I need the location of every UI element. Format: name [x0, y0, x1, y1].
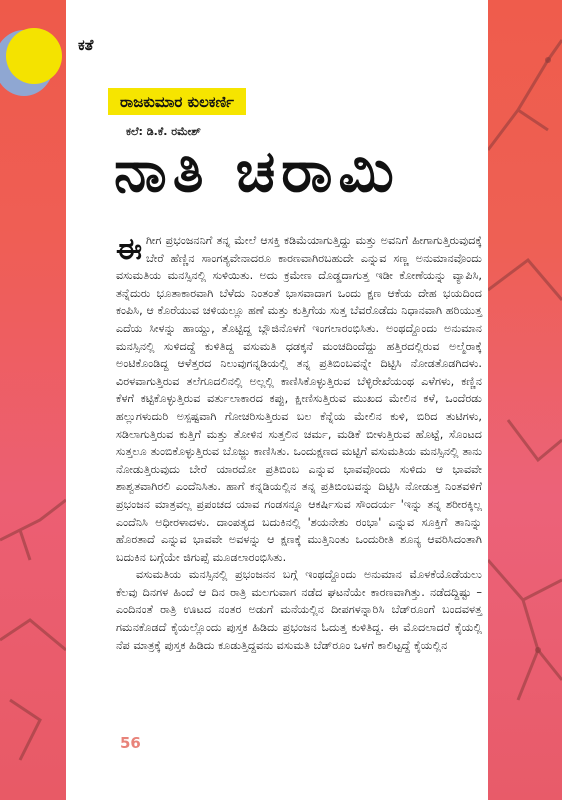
branch-pattern-left — [0, 0, 66, 800]
article-paragraph-1 — [116, 232, 482, 566]
article-paragraph-2: ವಸುಮತಿಯ ಮನಸ್ಸಿನಲ್ಲಿ ಪ್ರಭಂಜನನ ಬಗ್ಗೆ ಇಂಥದ್ದೊಂದು ಅನುಮಾನ ಮೊಳಕೆಯೊಡೆಯಲು ಕೆಲವು ದಿನಗಳ ಹಿಂದೆ ಆ ದಿನ ರಾತ್ರಿ ಮಲಗುವಾಗ ನಡೆದ ಘಟನೆಯೇ ಕಾರಣವಾಗಿತ್ತು. ನಡೆದದ್ದಿಷ್ಟು – ಎಂದಿನಂತೆ ರಾತ್ರಿ ಊಟದ ನಂತರ ಅಡುಗೆ ಮನೆಯಲ್ಲಿನ ದೀಪಗಳನ್ನಾರಿಸಿ ಬೆಡ್‌ರೂಂಗೆ ಬಂದವಳತ್ತ ಗಮನಕೊಡದೆ ಕೈಯಲ್ಲೊಂದು ಪುಸ್ತಕ ಹಿಡಿದು ಪ್ರಭಂಜನ ಓದುತ್ತ ಕುಳಿತಿದ್ದ. ಈ ಮೊದಲಾದರೆ ಕೈಯಲ್ಲಿ ನೆಪ ಮಾತ್ರಕ್ಕೆ ಪುಸ್ತಕ ಹಿಡಿದು ಕೂಡುತ್ತಿದ್ದವನು ವಸುಮತಿ ಬೆಡ್‌ರೂಂ ಒಳಗೆ ಕಾಲಿಟ್ಟದ್ದೆ ಕೈಯಲ್ಲಿನ — [116, 568, 482, 652]
section-label: ಕತೆ — [78, 36, 94, 54]
author-name-badge: ರಾಜಕುಮಾರ ಕುಲಕರ್ಣಿ — [108, 88, 246, 115]
branch-pattern-right — [488, 0, 562, 800]
right-decorative-band — [488, 0, 562, 800]
article-page — [66, 0, 488, 800]
left-decorative-band — [0, 0, 66, 800]
illustration-credit: ಕಲೆ: ಡಿ.ಕೆ. ರಮೇಶ್ — [126, 125, 201, 138]
page-number: 56 — [120, 734, 141, 752]
story-title: ನಾತಿ ಚರಾಮಿ — [114, 137, 400, 205]
article-body — [116, 232, 482, 654]
paragraph-1-text: ಗೀಗ ಪ್ರಭಂಜನನಿಗೆ ತನ್ನ ಮೇಲೆ ಆಸಕ್ತಿ ಕಡಿಮೆಯಾಗುತ್ತಿದ್ದು ಮತ್ತು ಅವನಿಗೆ ಹೀಗಾಗುತ್ತಿರುವುದಕ್ಕೆ ಬೇರೆ ಹೆಣ್ಣಿನ ಸಾಂಗತ್ಯವೇನಾದರೂ ಕಾರಣವಾಗಿರಬಹುದೇ ಎನ್ನುವ ಸಣ್ಣ ಅನುಮಾನವೊಂದು ವಸುಮತಿಯ ಮನಸ್ಸಿನಲ್ಲಿ ಸುಳಿಯಿತು. ಅದು ಕ್ರಮೇಣ ದೊಡ್ಡದಾಗುತ್ತ ಇಡೀ ಕೋಣೆಯನ್ನು ವ್ಯಾಪಿಸಿ, ತನ್ನೆದುರು ಭೂತಾಕಾರವಾಗಿ ಬೆಳೆದು ನಿಂತಂತೆ ಭಾಸವಾದಾಗ ಒಂದು ಕ್ಷಣ ಆಕೆಯ ದೇಹ ಭಯದಿಂದ ಕಂಪಿಸಿ, ಆ ಕೊರೆಯುವ ಚಳಿಯಲ್ಲೂ ಹಣೆ ಮತ್ತು ಕುತ್ತಿಗೆಯ ಸುತ್ತ ಬೆವರೊಡೆದು ನಿಧಾನವಾಗಿ ಹರಿಯುತ್ತ ಎದೆಯ ಸೀಳನ್ನು ಹಾಯ್ದು, ತೊಟ್ಟಿದ್ದ ಬ್ಲೌಜಿನೊಳಗೆ ಇಂಗಲಾರಂಭಿಸಿತು. ಅಂಥದ್ದೊಂದು ಅನುಮಾನ ಮನಸ್ಸಿನಲ್ಲಿ ಸುಳಿದದ್ದೆ ಕುಳಿತಿದ್ದ ವಸುಮತಿ ಧಡಕ್ಕನೆ ಮಂಚದಿಂದೆದ್ದು ಹತ್ತಿರದಲ್ಲಿರುವ ಅಲ್ಮೆರಾಕ್ಕೆ ಅಂಟಿಕೊಂಡಿದ್ದ ಆಳೆತ್ತರದ ನಿಲುವುಗನ್ನಡಿಯಲ್ಲಿ ತನ್ನ ಪ್ರತಿಬಿಂಬವನ್ನೇ ದಿಟ್ಟಿಸಿ ನೋಡತೊಡಗಿದಳು. ವಿರಳವಾಗುತ್ತಿರುವ ತಲೆಗೂದಲಿನಲ್ಲಿ ಅಲ್ಲಲ್ಲಿ ಕಾಣಿಸಿಕೊಳ್ಳುತ್ತಿರುವ ಬೆಳ್ಳಿರೇಖೆಯಂಥ ಎಳೆಗಳು, ಕಣ್ಣಿನ ಕೆಳಗೆ ಕಟ್ಟಿಕೊಳ್ಳುತ್ತಿರುವ ವರ್ತುಲಾಕಾರದ ಕಪ್ಪು, ಕ್ಷೀಣಿಸುತ್ತಿರುವ ಮುಖದ ಮೇಲಿನ ಕಳೆ, ಒಂದೆರಡು ಹಲ್ಲುಗಳುದುರಿ ಅಸ್ಪಷ್ಟವಾಗಿ ಗೋಚರಿಸುತ್ತಿರುವ ಬಲ ಕೆನ್ನೆಯ ಮೇಲಿನ ಕುಳಿ, ಬಿರಿದ ತುಟಿಗಳು, ಸಡಿಲಾಗುತ್ತಿರುವ ಕುತ್ತಿಗೆ ಮತ್ತು ತೋಳಿನ ಸುತ್ತಲಿನ ಚರ್ಮ, ಮಡಿಕೆ ಬೀಳುತ್ತಿರುವ ಹೊಟ್ಟೆ, ಸೊಂಟದ ಸುತ್ತಲೂ ತುಂಬಿಕೊಳ್ಳುತ್ತಿರುವ ಬೊಜ್ಜು ಕಾಣಿಸಿತು. ಒಂದುಕ್ಷಣದ ಮಟ್ಟಿಗೆ ವಸುಮತಿಯ ಮನಸ್ಸಿನಲ್ಲಿ ತಾನು ನೋಡುತ್ತಿರುವುದು ಬೇರೆ ಯಾರದೋ ಪ್ರತಿಬಿಂಬ ಎನ್ನುವ ಭಾವವೊಂದು ಸುಳಿದು ಆ ಭಾವವೇ ಶಾಶ್ವತವಾಗಿರಲಿ ಎಂದೆನಿಸಿತು. ಹಾಗೆ ಕನ್ನಡಿಯಲ್ಲಿನ ತನ್ನ ಪ್ರತಿಬಿಂಬವನ್ನು ದಿಟ್ಟಿಸಿ ನೋಡುತ್ತ ನಿಂತವಳಿಗೆ ಪ್ರಭಂಜನ ಮಾತ್ರವಲ್ಲ ಪ್ರಪಂಚದ ಯಾವ ಗಂಡಸನ್ನೂ ಆಕರ್ಷಿಸುವ ಸೌಂದರ್ಯ 'ಇನ್ನು ತನ್ನ ಶರೀರಕ್ಕಿಲ್ಲ ಎಂದೆನಿಸಿ ಅಧೀರಳಾದಳು. ದಾಂಪತ್ಯದ ಬದುಕಿನಲ್ಲಿ 'ಶಯನೇಶು ರಂಭಾ' ಎನ್ನುವ ಸೂಕ್ತಿಗೆ ತಾನಿನ್ನು ಹೊರತಾದೆ ಎನ್ನುವ ಭಾವವೇ ಅವಳನ್ನು ಆ ಕ್ಷಣಕ್ಕೆ ಮುತ್ತಿನಿಂತು ಒಂದುರೀತಿ ಶೂನ್ಯ ಆವರಿಸಿದಂತಾಗಿ ಬದುಕಿನ ಬಗ್ಗೆಯೇ ಜಿಗುಪ್ಸೆ ಮೂಡಲಾರಂಭಿಸಿತು. — [116, 234, 482, 564]
drop-cap: ಈ — [116, 232, 143, 267]
